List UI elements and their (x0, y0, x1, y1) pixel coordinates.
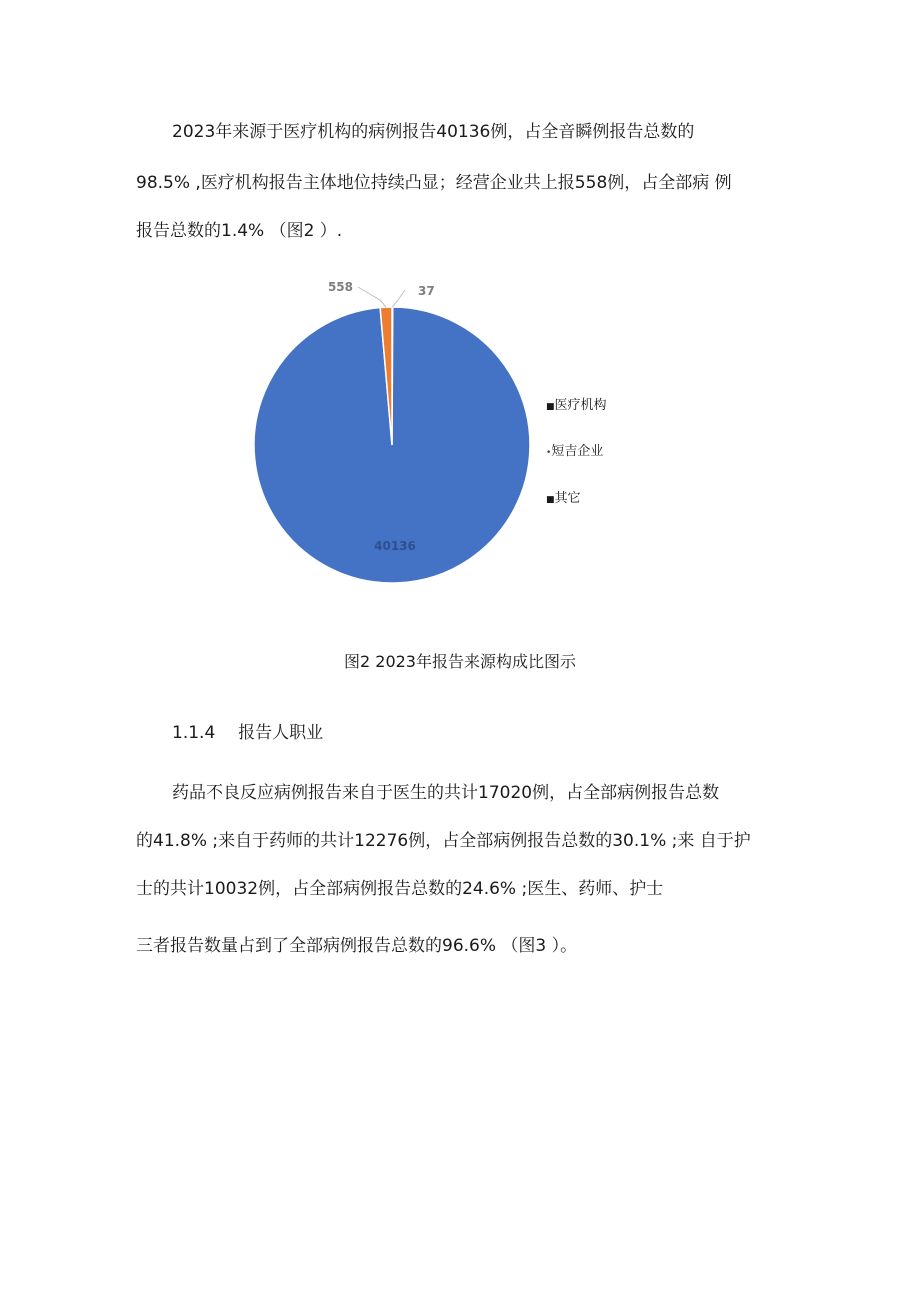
pie-chart (240, 270, 640, 600)
paragraph1-line3: 报告总数的1.4% （图2 ）. (136, 221, 343, 241)
paragraph2-line2: 的41.8% ;来自于药师的共计12276例，占全部病例报告总数的30.1% ;来 自于护 (136, 831, 751, 851)
section-title: 报告人职业 (238, 723, 324, 743)
legend-marker-other: ■ (546, 495, 555, 505)
paragraph2-line3: 士的共计10032例，占全部病例报告总数的24.6% ;医生、药师、护士 (136, 879, 664, 899)
section-number: 1.1.4 (172, 723, 216, 743)
leader-line-enterprise (358, 287, 386, 307)
paragraph2-line4: 三者报告数量占到了全部病例报告总数的96.6% （图3 ）。 (136, 936, 578, 956)
legend-label-medical: 医疗机构 (554, 398, 607, 413)
data-label-enterprise: 558 (327, 280, 353, 294)
legend-marker-medical: ■ (546, 402, 555, 412)
paragraph2-line1: 药品不良反应病例报告来自于医生的共计17020例，占全部病例报告总数 (172, 783, 720, 803)
data-label-medical: 40136 (374, 539, 416, 553)
legend-label-enterprise: 短吉企业 (551, 444, 604, 459)
legend-label-other: 其它 (554, 491, 581, 506)
pie-chart-canvas (240, 270, 640, 600)
figure-caption: 图2 2023年报告来源构成比图示 (344, 652, 576, 671)
paragraph1-line1: 2023年来源于医疗机构的病例报告40136例，占全音瞬例报告总数的 (172, 122, 695, 142)
legend-item-enterprise (546, 444, 603, 461)
section-heading (172, 722, 323, 744)
legend-item-other (546, 491, 581, 508)
paragraph1-line2: 98.5% ,医疗机构报告主体地位持续凸显；经营企业共上报558例，占全部病 例 (136, 173, 732, 193)
data-label-other: 37 (418, 284, 435, 298)
leader-line-other (392, 290, 405, 307)
legend-marker-enterprise: • (546, 448, 552, 458)
legend-item-medical (546, 398, 607, 415)
